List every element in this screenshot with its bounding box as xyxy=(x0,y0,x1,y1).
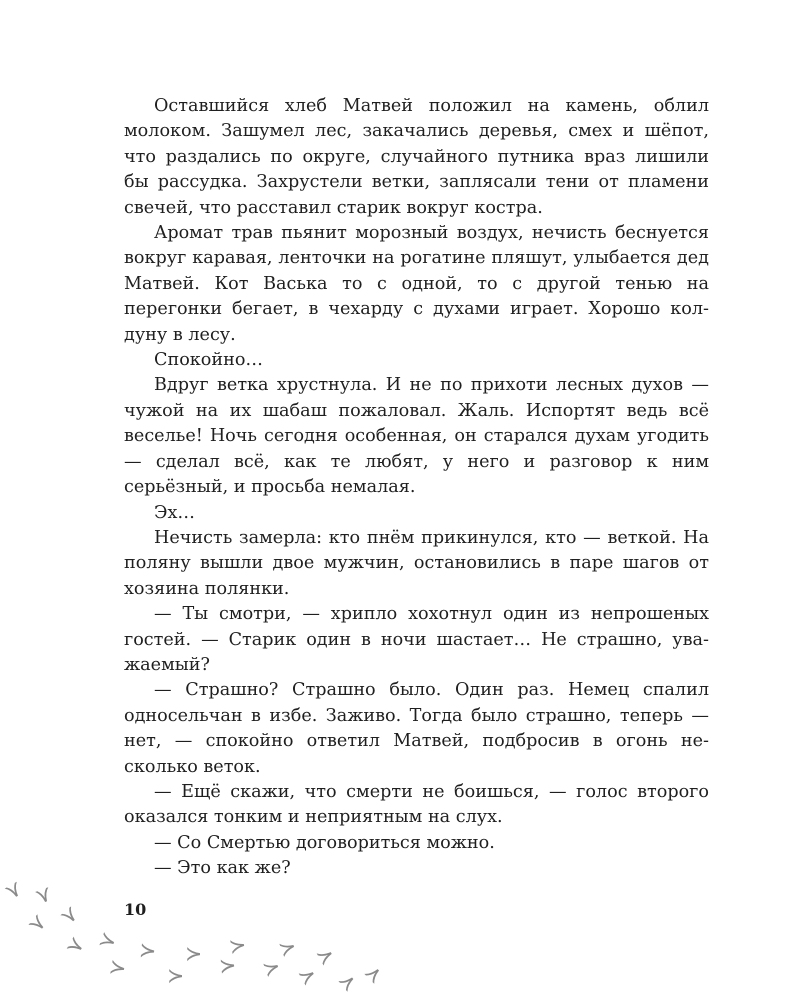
paragraph: — Страшно? Страшно было. Один раз. Немец спалил односельчан в избе. Заживо. Тогда было страшно, теперь — нет, — спокойно ответил Матвей, подбросив в огонь несколько веток. xyxy=(124,680,709,777)
bird-footprint-icon: ⋎ xyxy=(93,928,123,953)
paragraph: — Это как же? xyxy=(154,858,291,879)
paragraph: Аромат трав пьянит морозный воздух, нечисть беснуется вокруг каравая, ленточки на рогатине пляшут, улыбается дед Матвей. Кот Васька то с одной, то с другой тенью на перегонки бегает, в чехарду с духами играет. Хорошо колдуну в лесу. xyxy=(124,223,709,345)
paragraph: Спокойно… xyxy=(154,350,264,371)
paragraph: — Со Смертью договориться можно. xyxy=(154,832,495,853)
paragraph: Нечисть замерла: кто пнём прикинулся, кто — веткой. На поляну вышли двое мужчин, остановились в паре шагов от хозяина полянки. xyxy=(124,527,709,599)
bird-footprint-icon: ⋎ xyxy=(32,881,56,911)
paragraph: Вдруг ветка хрустнула. И не по прихоти лесных духов — чужой на их шабаш пожаловал. Жаль. Испортят ведь всё веселье! Ночь сегодня особенная, он старался духам угодить — сделал всё, как те любят, у него и разговор к ним серьёзный, и просьба немалая. xyxy=(124,375,709,498)
paragraph: Оставшийся хлеб Матвей положил на камень, облил молоком. Зашумел лес, закачались деревья, смех и шёпот, что раздались по округе, случайного путника враз лишили бы рассудка. Захрустели ветки, заплясали тени от пламени свечей, что расставил старик вокруг костра. xyxy=(124,96,709,218)
bird-footprint-icon: ⋎ xyxy=(181,945,207,963)
bird-footprint-icon: ⋎ xyxy=(292,963,323,990)
bird-footprint-icon: ⋎ xyxy=(223,935,252,957)
bird-footprint-icon: ⋎ xyxy=(22,909,53,938)
paragraph: Эх… xyxy=(154,502,195,523)
bird-footprint-icon: ⋎ xyxy=(310,943,341,970)
bird-footprint-icon: ⋎ xyxy=(214,956,241,976)
bird-footprint-icon: ⋎ xyxy=(55,900,84,931)
bird-footprint-icon: ⋎ xyxy=(163,967,189,985)
bird-footprint-icon: ⋎ xyxy=(103,957,132,979)
bird-footprint-icon: ⋎ xyxy=(257,956,287,981)
bird-footprint-icon: ⋎ xyxy=(332,968,363,997)
paragraph: — Ты смотри, — хрипло хохотнул один из непрошеных гостей. — Старик один в ночи шастает… Не страшно, уважаемый? xyxy=(124,604,709,675)
paragraph: — Ещё скажи, что смерти не боишься, — голос второго оказался тонким и неприятным на слух. xyxy=(124,781,709,828)
page-number: 10 xyxy=(124,900,147,919)
bird-footprint-icon: ⋎ xyxy=(134,941,161,961)
bird-footprint-icon: ⋎ xyxy=(359,959,389,989)
bird-footprint-icon: ⋎ xyxy=(273,936,303,961)
bird-footprint-icon: ⋎ xyxy=(0,875,28,906)
bird-footprint-icon: ⋎ xyxy=(60,932,91,959)
body-text xyxy=(124,94,709,882)
bird-footprints-icon xyxy=(0,875,400,1000)
